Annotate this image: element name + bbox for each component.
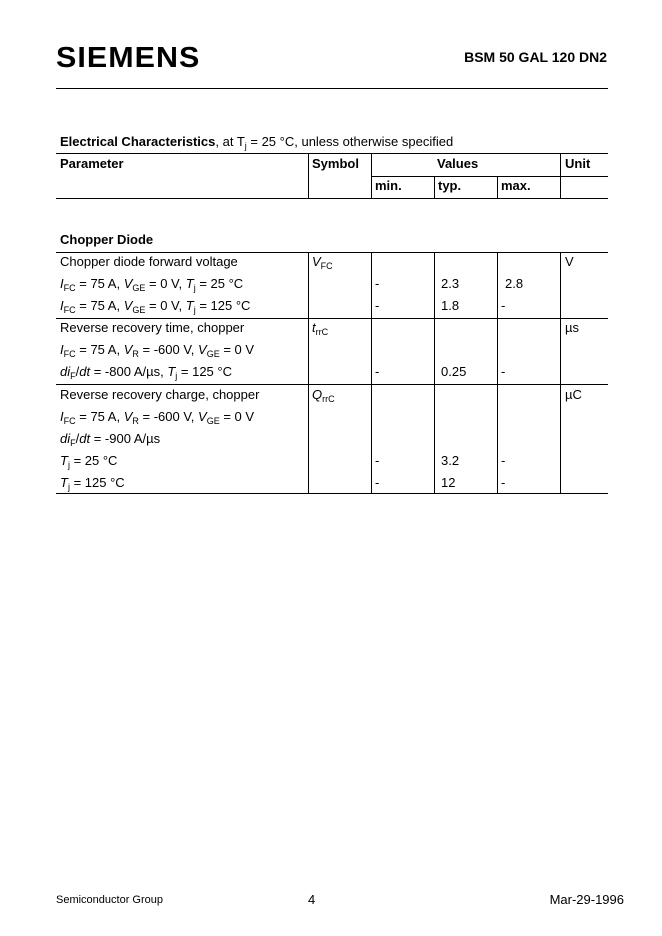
vline-symbol-body xyxy=(308,252,309,494)
qrr-c3-typ: 3.2 xyxy=(441,453,460,468)
vfc-condition-1: $I_{FC} = 75$ A, $V_{GE} = 0$ V, $T_j = 25$ °C xyxy=(60,276,244,293)
row-rule-1 xyxy=(56,318,608,319)
qrr-label: Reverse recovery charge, chopper xyxy=(60,387,260,402)
trr-symbol: $t_{rrC}$ xyxy=(312,320,329,337)
vfc-c2-min: - xyxy=(375,298,380,313)
vline-values-header xyxy=(371,153,372,199)
header-rule xyxy=(56,88,608,89)
vfc-c2-typ: 1.8 xyxy=(441,298,460,313)
header-unit: Unit xyxy=(565,156,591,171)
section-title: Electrical Characteristics, at $T_j = 25$ °C, unless otherwise specified xyxy=(60,134,454,151)
trr-typ: 0.25 xyxy=(441,364,467,379)
trr-min: - xyxy=(375,364,380,379)
table-top-rule xyxy=(56,153,608,154)
qrr-symbol: $Q_{rrC}$ xyxy=(312,387,335,404)
table-bottom-rule xyxy=(56,493,608,494)
siemens-logo: SIEMENS xyxy=(56,42,201,74)
header-values: Values xyxy=(437,156,479,171)
qrr-unit: µC xyxy=(565,387,582,402)
vfc-c2-max: - xyxy=(501,298,506,313)
vfc-c1-typ: 2.3 xyxy=(441,276,460,291)
header-min: min. xyxy=(375,178,402,193)
page-number: 4 xyxy=(308,892,316,907)
vfc-c1-min: - xyxy=(375,276,380,291)
values-subheader-rule xyxy=(371,176,608,177)
vline-symbol-header xyxy=(308,153,309,199)
vfc-condition-2: $I_{FC} = 75$ A, $V_{GE} = 0$ V, $T_j = 125$ °C xyxy=(60,298,251,315)
vline-typ-body xyxy=(434,252,435,494)
vfc-c1-max: 2.8 xyxy=(505,276,524,291)
trr-max: - xyxy=(501,364,506,379)
header-symbol: Symbol xyxy=(312,156,359,171)
header-max: max. xyxy=(501,178,531,193)
vline-unit-body xyxy=(560,252,561,494)
qrr-c4-min: - xyxy=(375,475,380,490)
vline-max-header xyxy=(497,176,498,199)
trr-label: Reverse recovery time, chopper xyxy=(60,320,245,335)
qrr-c4-max: - xyxy=(501,475,506,490)
qrr-c4-typ: 12 xyxy=(441,475,456,490)
qrr-c3-max: - xyxy=(501,453,506,468)
trr-condition-1: $I_{FC} = 75$ A, $V_R = -600$ V, $V_{GE} = 0$ V xyxy=(60,342,255,359)
qrr-c3-min: - xyxy=(375,453,380,468)
qrr-condition-4: $T_j = 125$ °C xyxy=(60,475,125,492)
trr-condition-2: $di_F/dt = -800$ A/µs, $T_j = 125$ °C xyxy=(60,364,232,381)
qrr-condition-3: $T_j = 25$ °C xyxy=(60,453,118,470)
vline-min-body xyxy=(371,252,372,494)
header-parameter: Parameter xyxy=(60,156,124,171)
row-rule-2 xyxy=(56,384,608,385)
vline-unit-header xyxy=(560,153,561,199)
footer-date: Mar-29-1996 xyxy=(549,892,624,907)
vfc-unit: V xyxy=(565,254,574,269)
footer-company: Semiconductor Group xyxy=(56,894,163,906)
vline-typ-header xyxy=(434,176,435,199)
vline-max-body xyxy=(497,252,498,494)
group-title: Chopper Diode xyxy=(60,232,154,247)
vfc-label: Chopper diode forward voltage xyxy=(60,254,238,269)
qrr-condition-1: $I_{FC} = 75$ A, $V_R = -600$ V, $V_{GE} = 0$ V xyxy=(60,409,255,426)
vfc-symbol: $V_{FC}$ xyxy=(312,254,333,271)
header-typ: typ. xyxy=(438,178,462,193)
part-number: BSM 50 GAL 120 DN2 xyxy=(464,49,607,65)
qrr-condition-2: $di_F/dt = -900$ A/µs xyxy=(60,431,161,448)
trr-unit: µs xyxy=(565,320,579,335)
table-header-bottom-rule xyxy=(56,198,608,199)
group-rule xyxy=(56,252,608,253)
